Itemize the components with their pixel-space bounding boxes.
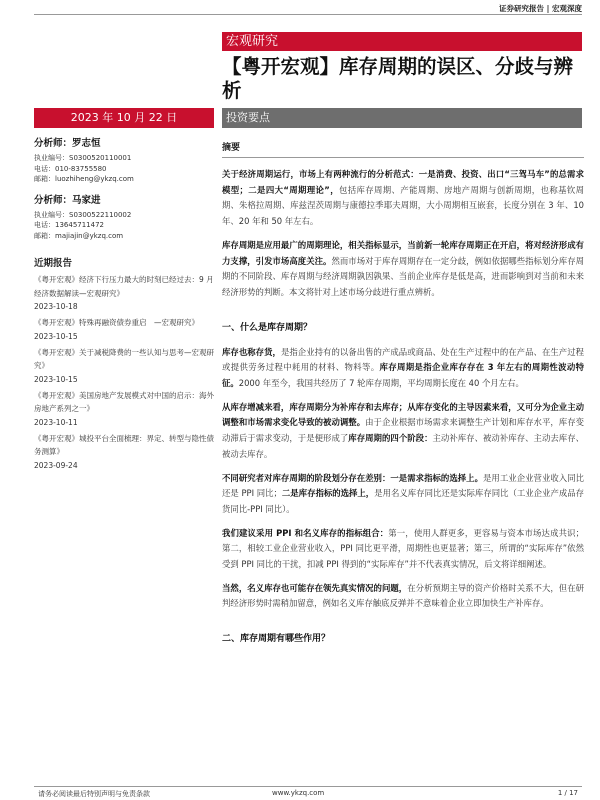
bold-text: 关于经济周期运行，市场上有两种流行的分析范式：一是消费、投资、出口“三驾马车”的总需求模型；二是四大“周期理论”， xyxy=(222,169,584,195)
bold-text: 当然，名义库存也可能存在领先真实情况的问题， xyxy=(222,582,408,593)
recent-report-item[interactable] xyxy=(34,346,214,387)
paragraph-inventory-cycle-importance xyxy=(222,238,584,301)
bold-text: 我们建议采用 PPI 和名义库存的指标组合： xyxy=(222,527,389,538)
recent-report-title: 《粤开宏观》特殊再融资债券重启 —宏观研究》 xyxy=(34,318,199,328)
bold-text: 库存周期是指企业库存存在 3 年左右的周期性波动特征。 xyxy=(222,362,584,389)
recent-report-date: 2023-10-15 xyxy=(34,374,78,384)
report-date: 2023 年 10 月 22 日 xyxy=(34,108,214,128)
series-banner: 宏观研究 xyxy=(222,32,582,51)
abstract-heading: 摘要 xyxy=(222,142,584,158)
analyst-name: 分析师：马家进 xyxy=(34,194,101,206)
recent-report-item[interactable] xyxy=(34,316,214,343)
footer-website[interactable]: www.ykzq.com xyxy=(272,789,325,797)
page-number: 1 / 17 xyxy=(557,789,578,797)
body-text: 2000 年至今，我国共经历了 7 轮库存周期，平均周期长度在 40 个月左右。 xyxy=(238,378,524,389)
bold-text: 从库存增减来看，库存周期分为补库存和去库存；从库存变化的主导因素来看，又可分为企业主动调整和市场需求变化导致的被动调整。 xyxy=(222,401,584,428)
analyst-name: 分析师：罗志恒 xyxy=(34,138,101,149)
sidebar xyxy=(34,136,214,475)
recent-report-title: 《粤开宏观》关于减税降费的一些认知与思考—宏观研究》 xyxy=(34,347,214,371)
recent-reports-title: 近期报告 xyxy=(34,258,73,269)
recent-report-title: 《粤开宏观》美国房地产发展模式对中国的启示：海外房地产系列之一》 xyxy=(34,390,214,414)
header-divider xyxy=(34,14,582,15)
bold-text: 库存周期是应用最广的周期理论，相关指标显示，当前新一轮库存周期正在开启，将对经济形成有力支撑，引发市场高度关注。 xyxy=(222,239,584,266)
report-title: 【粤开宏观】库存周期的误区、分歧与辨析 xyxy=(222,55,574,102)
footer-divider xyxy=(34,786,582,787)
recent-report-item[interactable] xyxy=(34,389,214,430)
body-text: 是用工业企业营业收入同比还是 PPI 同比； xyxy=(222,472,585,499)
main-content xyxy=(222,142,584,656)
body-text: 主动补库存、被动补库存、主动去库存、被动去库存。 xyxy=(222,433,585,459)
bold-text: 不同研究者对库存周期的阶段划分存在差别：一是需求指标的选择上。 xyxy=(222,472,484,483)
analyst-card xyxy=(34,136,214,185)
recent-report-date: 2023-09-24 xyxy=(34,461,78,471)
paragraph-stage-divisions xyxy=(222,471,584,518)
recent-report-title: 《粤开宏观》经济下行压力最大的时刻已经过去：9 月经济数据解读—宏观研究》 xyxy=(34,275,214,298)
recent-report-date: 2023-10-11 xyxy=(34,418,78,428)
analyst-email[interactable]: 邮箱：majiajin@ykzq.com xyxy=(34,231,124,240)
footer-disclaimer: 请务必阅读最后特别声明与免责条款 xyxy=(38,790,150,798)
recent-report-date: 2023-10-15 xyxy=(34,331,78,341)
recent-report-date: 2023-10-18 xyxy=(34,302,78,312)
body-text: 第一，使用人群更多，更容易与资本市场达成共识；第二，相较工业企业营业收入，PPI 同比更平滑，周期性也更显著；第三，所谓的“实际库存”依然受到 PPI 同比的干扰，扣减 PPI 得到的“实际库存”并不代表真实情况，后文将详细阐述。 xyxy=(222,527,584,570)
analyst-email[interactable]: 邮箱：luozhiheng@ykzq.com xyxy=(34,175,134,183)
paragraph-inventory-definition xyxy=(222,345,584,392)
paragraph-indicator-recommendation xyxy=(222,526,584,573)
paragraph-analysis-paradigms xyxy=(222,167,584,230)
bold-text: 二是库存指标的选择上， xyxy=(281,488,375,499)
bold-text: 库存周期的四个阶段： xyxy=(348,433,433,444)
report-type-label: 证券研究报告 | 宏观深度 xyxy=(499,4,582,13)
analyst-card xyxy=(34,193,214,242)
analyst-cert: 执业编号：S0300522110002 xyxy=(34,210,132,219)
paragraph-four-stages xyxy=(222,400,584,463)
body-text: 然而市场对于库存周期存在一定分歧，例如依据哪些指标划分库存周期的不同阶段、库存周期与经济周期孰因孰果、当前企业库存是低是高，进而影响到对当前和未来经济形势的判断。本文将针对上述市场分歧进行重点辨析。 xyxy=(222,255,585,297)
section-heading-2: 二、库存周期有哪些作用？ xyxy=(222,634,331,645)
analyst-phone: 电话：13645711472 xyxy=(34,221,104,229)
body-text: 由于企业根据市场需求来调整生产计划和库存水平，库存变动滞后于需求变动，于是便形成了 xyxy=(222,417,585,444)
recent-report-item[interactable] xyxy=(34,273,214,314)
analyst-cert: 执业编号：S0300520110001 xyxy=(34,154,132,162)
analyst-phone: 电话：010-83755580 xyxy=(34,164,107,173)
body-text: 在分析预期主导的资产价格时关系不大，但在研判经济形势时需稍加留意，例如名义库存触底反弹并不意味着企业立即加快生产补库存。 xyxy=(222,582,585,609)
body-text: 包括库存周期、产能周期、房地产周期与创新周期，也称基钦周期、朱格拉周期、库兹涅茨周期与康德拉季耶夫周期，大小周期相互嵌套，长度分别在 3 年、10 年、20 年和 50 年左右。 xyxy=(222,184,584,227)
bold-text: 库存也称存货， xyxy=(222,346,281,357)
recent-report-title: 《粤开宏观》城投平台全面梳理：界定、转型与隐性债务测算》 xyxy=(34,433,214,457)
paragraph-nominal-inventory-caveat xyxy=(222,581,584,612)
body-text: 是用名义库存同比还是实际库存同比（工业企业产成品存货同比-PPI 同比）。 xyxy=(222,488,585,514)
section-heading-1: 一、什么是库存周期？ xyxy=(222,322,313,333)
investment-points-banner: 投资要点 xyxy=(222,108,582,128)
recent-report-item[interactable] xyxy=(34,432,214,473)
body-text: 是指企业持有的以备出售的产成品或商品、处在生产过程中的在产品、在生产过程或提供劳务过程中耗用的材料、物料等。 xyxy=(222,346,584,373)
